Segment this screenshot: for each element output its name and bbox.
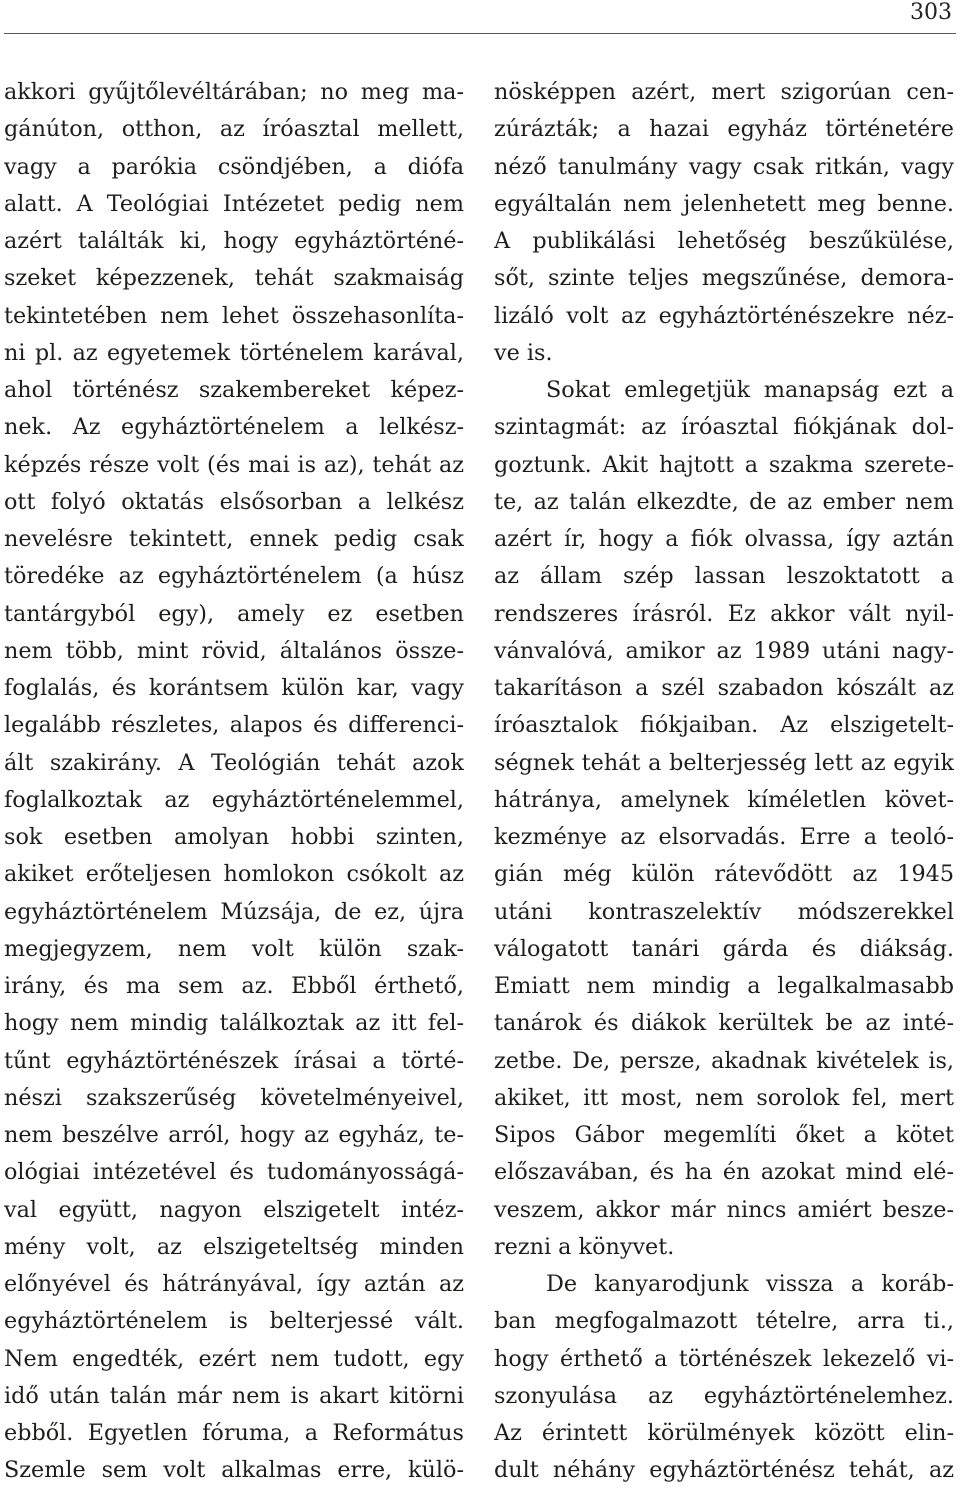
- text-line: hogy nem mindig találkoztak az itt fel-: [4, 1010, 464, 1037]
- text-line: rendszeres írásról. Ez akkor vált nyil-: [494, 600, 954, 627]
- text-line: tekintetében nem lehet összehasonlíta-: [4, 302, 464, 329]
- text-line: akiket erőteljesen homlokon csókolt az: [4, 861, 464, 888]
- text-line: rezni a könyvet.: [494, 1233, 675, 1260]
- text-line: megjegyzem, nem volt külön szak-: [4, 935, 464, 962]
- text-line: te, az talán elkezdte, de az ember nem: [494, 488, 954, 515]
- text-line: akkori gyűjtőlevéltárában; no meg ma-: [4, 79, 464, 105]
- text-line: gánúton, otthon, az íróasztal mellett,: [4, 116, 464, 143]
- text-line: szeket képezzenek, tehát szakmaiság: [4, 265, 464, 292]
- text-line: vánvalóvá, amikor az 1989 utáni nagy-: [494, 637, 954, 664]
- text-line: egyáltalán nem jelenhetett meg benne.: [494, 190, 954, 217]
- text-line: ált szakirány. A Teológián tehát azok: [4, 749, 464, 776]
- text-line: goztunk. Akit hajtott a szakma szerete-: [494, 451, 954, 478]
- text-line: akiket, itt most, nem sorolok fel, mert: [494, 1084, 954, 1111]
- text-line: nem több, mint rövid, általános össze-: [4, 637, 464, 664]
- text-line: foglalkoztak az egyháztörténelemmel,: [4, 786, 464, 813]
- text-line: előszavában, és ha én azokat mind elé-: [494, 1159, 954, 1186]
- text-line: sok esetben amolyan hobbi szinten,: [4, 824, 464, 850]
- text-line: nem beszélve arról, hogy az egyház, te-: [4, 1122, 464, 1148]
- text-line: előnyével és hátrányával, így aztán az: [4, 1271, 464, 1297]
- text-line: ni pl. az egyetemek történelem karával,: [4, 339, 464, 366]
- text-line: ebből. Egyetlen fóruma, a Református: [4, 1420, 464, 1446]
- text-line: néző tanulmány vagy csak ritkán, vagy: [494, 153, 954, 180]
- text-line: nészi szakszerűség követelményeivel,: [4, 1084, 464, 1111]
- text-line: legalább részletes, alapos és differenci-: [4, 712, 464, 739]
- text-line: Szemle sem volt alkalmas erre, külö-: [4, 1457, 464, 1484]
- text-line: Sokat emlegetjük manapság ezt a: [546, 377, 954, 403]
- text-line: hátránya, amelynek kíméletlen követ-: [494, 786, 954, 813]
- text-line: alatt. A Teológiai Intézetet pedig nem: [4, 190, 464, 217]
- text-line: tantárgyból egy), amely ez esetben: [4, 600, 464, 627]
- page-number: 303: [910, 0, 952, 25]
- text-line: Emiatt nem mindig a legalkalmasabb: [494, 973, 954, 999]
- text-line: tanárok és diákok kerültek be az inté-: [494, 1010, 954, 1037]
- text-line: íróasztalok fiókjaiban. Az elszigetelt-: [494, 712, 954, 739]
- text-line: vagy a parókia csöndjében, a diófa: [4, 153, 464, 180]
- text-line: foglalás, és korántsem külön kar, vagy: [4, 675, 464, 701]
- text-line: zúrázták; a hazai egyház történetére: [494, 116, 954, 143]
- text-line: egyháztörténelem is belterjessé vált.: [4, 1308, 464, 1335]
- text-line: ban megfogalmazott tételre, arra ti.,: [494, 1308, 954, 1335]
- left-text-column: [4, 74, 464, 1490]
- text-line: Sipos Gábor megemlíti őket a kötet: [494, 1122, 954, 1148]
- text-line: idő után talán már nem is akart kitörni: [4, 1382, 464, 1409]
- text-line: tűnt egyháztörténészek írásai a törté-: [4, 1047, 464, 1074]
- text-line: irány, és ma sem az. Ebből érthető,: [4, 973, 464, 999]
- text-line: mény volt, az elszigeteltség minden: [4, 1233, 464, 1260]
- text-line: lizáló volt az egyháztörténészekre néz-: [494, 302, 954, 329]
- text-line: veszem, akkor már nincs amiért besze-: [494, 1196, 954, 1223]
- text-line: Az érintett körülmények között elin-: [494, 1420, 954, 1446]
- text-line: takarításon a szél szabadon kószált az: [494, 675, 954, 701]
- text-line: szintagmát: az íróasztal fiókjának dol-: [494, 414, 954, 441]
- text-line: De kanyarodjunk vissza a koráb-: [546, 1271, 954, 1297]
- text-line: nösképpen azért, mert szigorúan cen-: [494, 79, 954, 105]
- text-line: azért találták ki, hogy egyháztörténé-: [4, 228, 464, 254]
- text-line: azért ír, hogy a fiók olvassa, így aztán: [494, 526, 954, 552]
- text-line: zetbe. De, persze, akadnak kivételek is,: [494, 1047, 954, 1074]
- right-text-column: [494, 74, 954, 1490]
- text-line: az állam szép lassan leszoktatott a: [494, 563, 954, 590]
- text-line: gián még külön rátevődött az 1945: [494, 861, 954, 888]
- text-line: utáni kontraszelektív módszerekkel: [494, 898, 954, 925]
- text-line: ahol történész szakembereket képez-: [4, 377, 464, 403]
- text-line: egyháztörténelem Múzsája, de ez, újra: [4, 898, 464, 925]
- text-line: dult néhány egyháztörténész tehát, az: [494, 1457, 954, 1484]
- text-line: szonyulása az egyháztörténelemhez.: [494, 1382, 954, 1409]
- text-line: ve is.: [494, 339, 553, 366]
- text-line: ológiai intézetével és tudományosságá-: [4, 1159, 464, 1186]
- text-line: válogatott tanári gárda és diákság.: [494, 935, 954, 962]
- text-line: nevelésre tekintett, ennek pedig csak: [4, 526, 464, 552]
- text-line: töredéke az egyháztörténelem (a húsz: [4, 563, 464, 590]
- text-line: sőt, szinte teljes megszűnése, demora-: [494, 265, 954, 292]
- text-line: kezménye az elsorvadás. Erre a teoló-: [494, 824, 954, 850]
- header-rule: [4, 33, 956, 34]
- text-line: ott folyó oktatás elsősorban a lelkész: [4, 488, 464, 515]
- text-line: Nem engedték, ezért nem tudott, egy: [4, 1345, 464, 1372]
- text-line: A publikálási lehetőség beszűkülése,: [494, 228, 954, 254]
- text-line: képzés része volt (és mai is az), tehát az: [4, 451, 464, 478]
- text-line: val együtt, nagyon elszigetelt intéz-: [4, 1196, 464, 1223]
- text-line: nek. Az egyháztörténelem a lelkész-: [4, 414, 464, 441]
- text-line: ségnek tehát a belterjesség lett az egyik: [494, 749, 954, 776]
- text-line: hogy érthető a történészek lekezelő vi-: [494, 1345, 954, 1372]
